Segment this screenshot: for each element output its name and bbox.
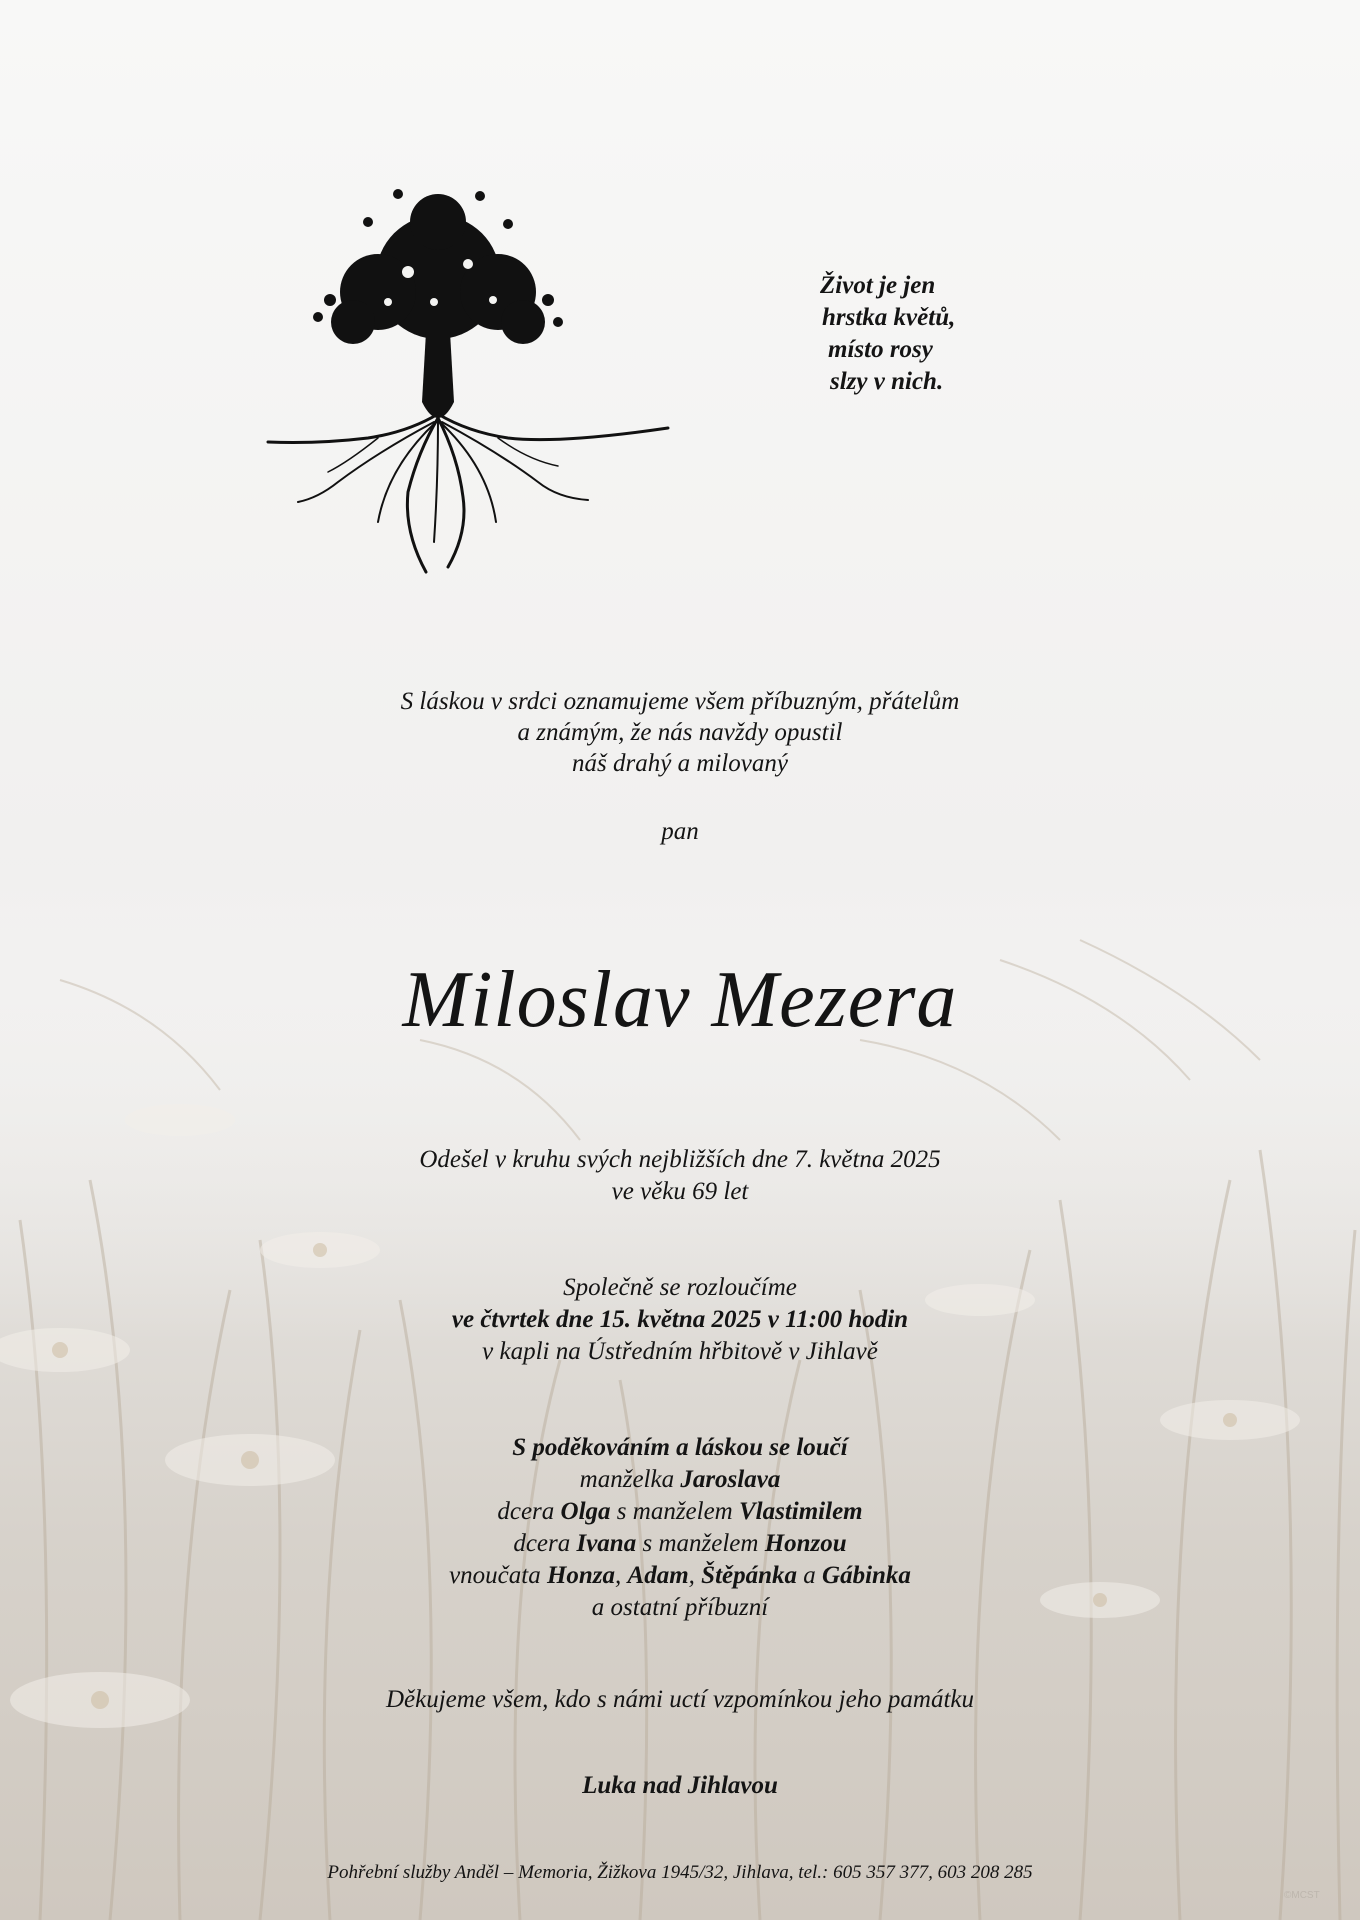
family-others: a ostatní příbuzní: [591, 1594, 769, 1621]
watermark: ©MCST: [1284, 1890, 1320, 1901]
motto-line: Život je jen: [820, 272, 936, 299]
motto-line: místo rosy: [828, 336, 933, 363]
honorific: pan: [661, 818, 699, 845]
funeral-date-time: ve čtvrtek dne 15. května 2025 v 11:00 hodin: [451, 1306, 909, 1333]
family-daughter-1: dcera Olga s manželem Vlastimilem: [497, 1498, 863, 1525]
death-date-line: Odešel v kruhu svých nejbližších dne 7. května 2025: [419, 1146, 941, 1173]
family-list: [0, 1432, 1360, 1624]
announcement-line: a známým, že nás navždy opustil: [517, 719, 843, 746]
motto-line: slzy v nich.: [830, 368, 944, 395]
thanks-line: Děkujeme všem, kdo s námi uctí vzpomínkou jeho památku: [385, 1686, 975, 1713]
age-line: ve věku 69 let: [611, 1178, 749, 1205]
motto-quote: [820, 270, 1080, 398]
funeral-info: [0, 1272, 1360, 1368]
family-heading: S poděkováním a láskou se loučí: [512, 1434, 848, 1461]
announcement-line: S láskou v srdci oznamujeme všem příbuzným, přátelům: [400, 688, 960, 715]
family-wife: manželka Jaroslava: [579, 1466, 781, 1493]
funeral-service-footer: Pohřební služby Anděl – Memoria, Žižkova 1945/32, Jihlava, tel.: 605 357 377, 603 208 285: [327, 1862, 1033, 1883]
farewell-intro: Společně se rozloučíme: [563, 1274, 797, 1301]
death-info: [0, 1144, 1360, 1208]
place-name: Luka nad Jihlavou: [582, 1772, 778, 1799]
announcement-text: [0, 686, 1360, 779]
announcement-line: náš drahý a milovaný: [572, 750, 788, 777]
family-daughter-2: dcera Ivana s manželem Honzou: [513, 1530, 847, 1557]
funeral-location: v kapli na Ústředním hřbitově v Jihlavě: [482, 1338, 878, 1365]
family-grandchildren: vnoučata Honza, Adam, Štěpánka a Gábinka: [449, 1562, 911, 1589]
motto-line: hrstka květů,: [822, 304, 956, 331]
deceased-name: Miloslav Mezera: [402, 956, 958, 1044]
